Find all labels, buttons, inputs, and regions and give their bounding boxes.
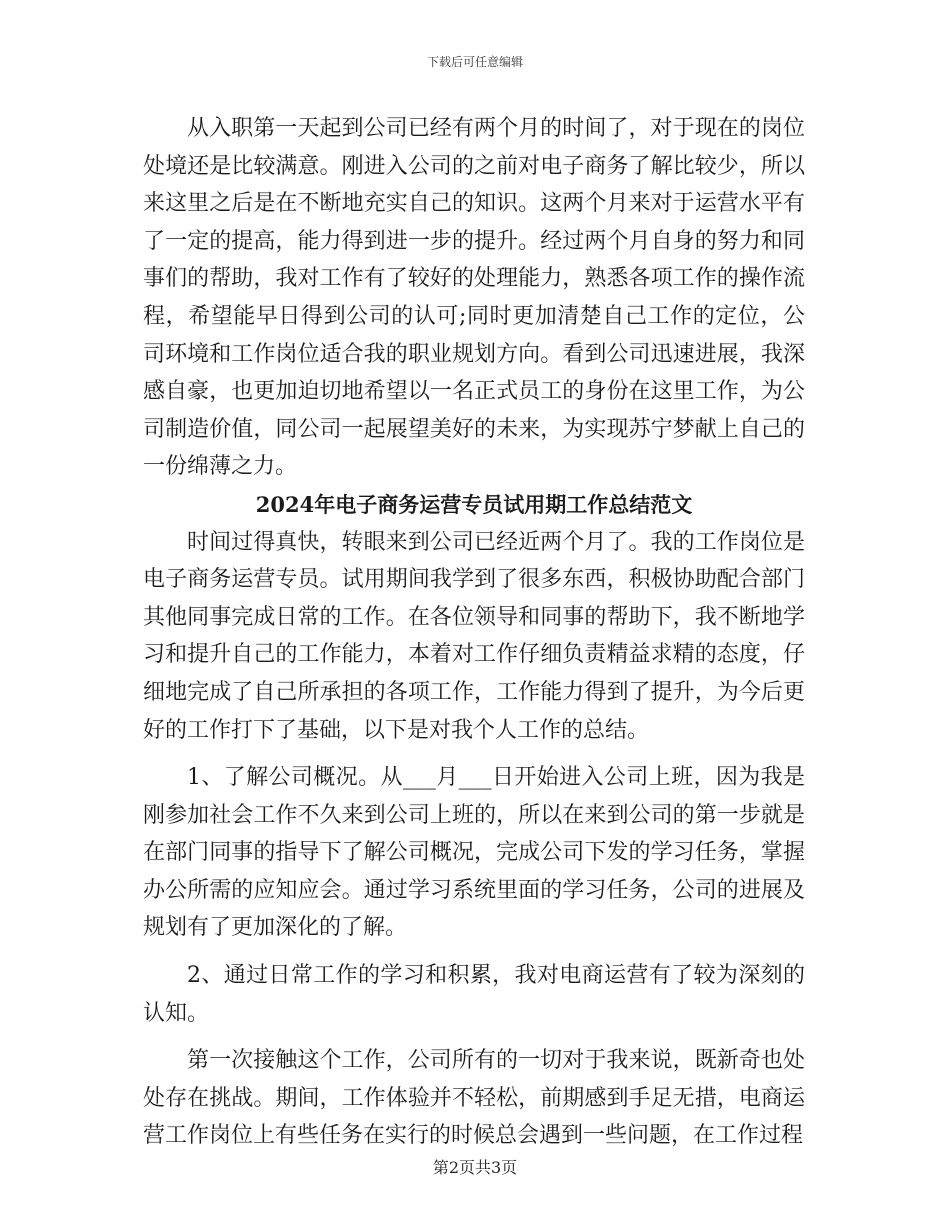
list-item-1: 1、了解公司概况。从___月___日开始进入公司上班，因为我是刚参加社会工作不久来到公司上班的，所以在来到公司的第一步就是在部门同事的指导下了解公司概况，完成公司下发的学习任务，掌握办公所需的应知应会。通过学习系统里面的学习任务，公司的进展及规划有了更加深化的了解。 <box>143 765 805 941</box>
intro-paragraph: 从入职第一天起到公司已经有两个月的时间了，对于现在的岗位处境还是比较满意。刚进入公司的之前对电子商务了解比较少，所以来这里之后是在不断地充实自己的知识。这两个月来对于运营水平有了一定的提高，能力得到进一步的提升。经过两个月自身的努力和同事们的帮助，我对工作有了较好的处理能力，熟悉各项工作的操作流程，希望能早日得到公司的认可;同时更加清楚自己工作的定位，公司环境和工作岗位适合我的职业规划方向。看到公司迅速进展，我深感自豪，也更加迫切地希望以一名正式员工的身份在这里工作，为公司制造价值，同公司一起展望美好的未来，为实现苏宁梦献上自己的一份绵薄之力。 <box>143 116 805 480</box>
body-paragraph-1: 时间过得真快，转眼来到公司已经近两个月了。我的工作岗位是电子商务运营专员。试用期间我学到了很多东西，积极协助配合部门其他同事完成日常的工作。在各位领导和同事的帮助下，我不断地学习和提升自己的工作能力，本着对工作仔细负责精益求精的态度，仔细地完成了自己所承担的各项工作，工作能力得到了提升，为今后更好的工作打下了基础，以下是对我个人工作的总结。 <box>143 529 805 743</box>
body-paragraph-2: 第一次接触这个工作，公司所有的一切对于我来说，既新奇也处处存在挑战。期间，工作体验并不轻松，前期感到手足无措，电商运营工作岗位上有些任务在实行的时候总会遇到一些问题，在工作过程 <box>143 1048 805 1149</box>
list-item-2: 2、通过日常工作的学习和积累，我对电商运营有了较为深刻的认知。 <box>143 963 805 1026</box>
page-header-note: 下载后可任意编辑 <box>426 55 523 69</box>
document-body <box>143 110 805 1155</box>
section-title: 2024年电子商务运营专员试用期工作总结范文 <box>255 491 693 517</box>
page-footer-number: 第2页共3页 <box>432 1158 518 1177</box>
